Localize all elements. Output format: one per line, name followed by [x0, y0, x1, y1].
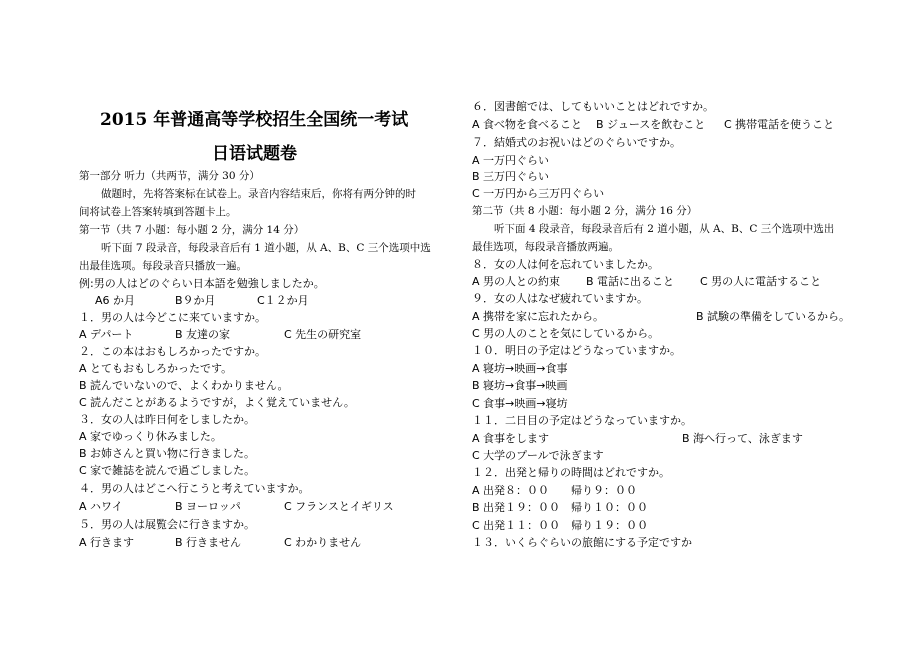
option-b: B 友達の家 [175, 328, 231, 341]
exam-subtitle: 日语试题卷 [212, 144, 297, 164]
option-a: A 一万円ぐらい [472, 154, 550, 167]
section-heading: 第一节（共 7 小题：每小题 2 分，满分 14 分） [79, 224, 305, 236]
option-a: A 男の人との約束 [472, 275, 561, 288]
instruction-text: 最佳选项，每段录音播放两遍。 [472, 241, 619, 253]
instruction-text: 听下面 4 段录音，每段录音后有 2 道小题，从 A、B、C 三个选项中选出 [494, 223, 835, 235]
option-a: A とてもおもしろかったです。 [79, 362, 233, 375]
question: １３．いくらぐらいの旅館にする予定ですか [472, 536, 692, 549]
option-c: C 一万円から三万円ぐらい [472, 187, 605, 200]
option-a: A 行きます [79, 536, 135, 549]
option-b: B 寝坊→食事→映画 [472, 379, 568, 392]
option-b: B 試験の準備をしているから。 [696, 310, 851, 323]
question: ４．男の人はどこへ行こうと考えていますか。 [79, 482, 310, 495]
option-b: B 行きません [175, 536, 242, 549]
option-c: C 男の人に電話すること [700, 275, 822, 288]
option-a: A 食事をします [472, 432, 550, 445]
option-a: A ハワイ [79, 500, 123, 513]
option-c: C フランスとイギリス [284, 500, 394, 513]
question: ８．女の人は何を忘れていましたか。 [472, 258, 659, 271]
option-c: C 読んだことがあるようですが，よく覚えていません。 [79, 396, 355, 409]
option-b: B お姉さんと買い物に行きました。 [79, 447, 256, 460]
option-a: A 食べ物を食べること [472, 118, 583, 131]
option-b: B ジュースを飲むこと [596, 118, 706, 131]
option-a: A 出発８：００ 帰り９：００ [472, 484, 638, 497]
option-a: A6 か月 [95, 294, 136, 307]
option-b: B 三万円ぐらい [472, 170, 550, 183]
option-c: C 食事→映画→寝坊 [472, 397, 568, 410]
instruction-text: 出最佳选项。每段录音只播放一遍。 [79, 260, 247, 272]
instruction-text: 听下面 7 段录音，每段录音后有 1 道小题，从 A、B、C 三个选项中选 [101, 242, 431, 254]
part-heading: 第一部分 听力（共两节，满分 30 分） [79, 170, 260, 182]
section-heading: 第二节（共 8 小题：每小题 2 分，满分 16 分） [472, 205, 698, 217]
option-c: C 出発１１：００ 帰り１９：００ [472, 519, 649, 532]
example-question: 例:男の人はどのぐらい日本語を勉強しましたか。 [79, 277, 325, 290]
question: ５．男の人は展覧会に行きますか。 [79, 518, 255, 531]
option-b: B 電話に出ること [586, 275, 675, 288]
option-a: A デパート [79, 328, 134, 341]
instruction-text: 做题时，先将答案标在试卷上。录音内容结束后，你将有两分钟的时 [101, 188, 416, 200]
option-a: A 携帯を家に忘れたから。 [472, 310, 605, 323]
option-b: B９か月 [175, 294, 216, 307]
option-a: A 寝坊→映画→食事 [472, 362, 568, 375]
option-c: C１２か月 [257, 294, 309, 307]
instruction-text: 间将试卷上答案转填到答题卡上。 [79, 206, 237, 218]
question: １２．出発と帰りの時間はどれですか。 [472, 466, 670, 479]
option-b: B 読んでいないので、よくわかりません。 [79, 379, 289, 392]
option-c: C わかりません [284, 536, 362, 549]
option-c: C 携帯電話を使うこと [724, 118, 835, 131]
question: １０．明日の予定はどうなっていますか。 [472, 344, 681, 357]
question: １１．二日目の予定はどうなっていますか。 [472, 414, 692, 427]
option-c: C 大学のプールで泳ぎます [472, 449, 604, 462]
question: ７．結婚式のお祝いはどのぐらいですか。 [472, 136, 681, 149]
option-b: B 海へ行って、泳ぎます [682, 432, 803, 445]
option-c: C 家で雑誌を読んで過ごしました。 [79, 464, 256, 477]
question: ２．この本はおもしろかったですか。 [79, 345, 266, 358]
option-c: C 先生の研究室 [284, 328, 362, 341]
option-b: B 出発１９：００ 帰り１０：００ [472, 501, 649, 514]
question: ６．図書館では、してもいいことはどれですか。 [472, 100, 714, 113]
question: １．男の人は今どこに来ていますか。 [79, 311, 266, 324]
option-b: B ヨーロッパ [175, 500, 241, 513]
question: ９．女の人はなぜ疲れていますか。 [472, 292, 648, 305]
question: ３．女の人は昨日何をしましたか。 [79, 413, 255, 426]
exam-title: 2015 年普通高等学校招生全国统一考试 [100, 110, 409, 130]
option-c: C 男の人のことを気にしているから。 [472, 327, 660, 340]
option-a: A 家でゆっくり休みました。 [79, 430, 222, 443]
